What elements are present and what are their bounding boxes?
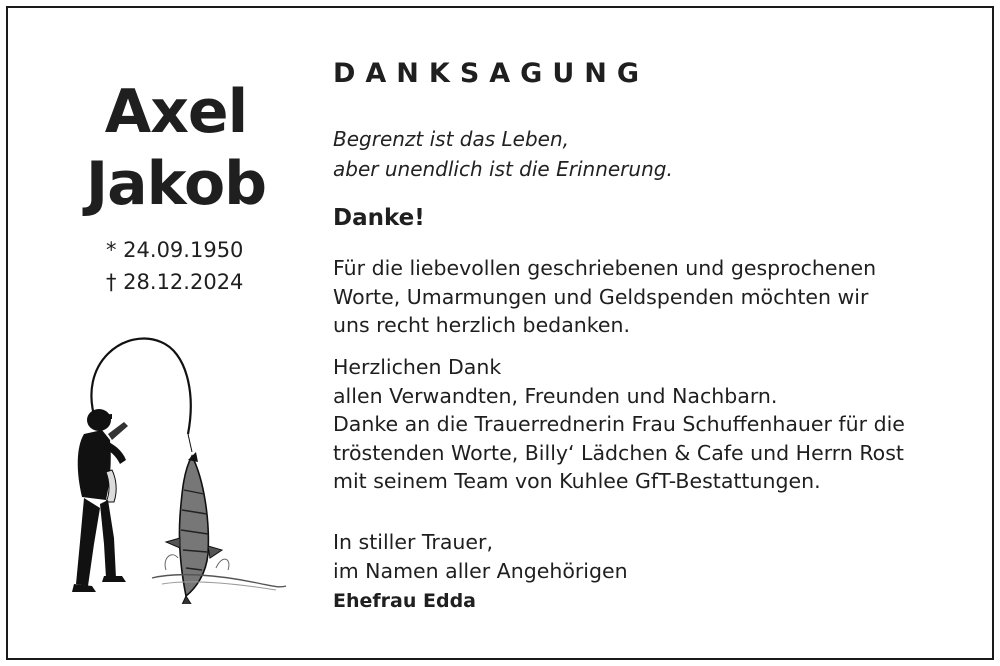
deceased-last-name: Jakob bbox=[85, 149, 267, 219]
notice-heading: DANKSAGUNG bbox=[333, 58, 650, 89]
paragraph-line: Worte, Umarmungen und Geldspenden möchten wir bbox=[333, 284, 869, 309]
quote-line: Begrenzt ist das Leben, bbox=[333, 127, 570, 151]
deceased-first-name: Axel bbox=[104, 77, 248, 147]
paragraph-line: uns recht herzlich bedanken. bbox=[333, 313, 631, 337]
paragraph-line: Danke an die Trauerrednerin Frau Schuffenhauer für die bbox=[333, 412, 905, 436]
closing-paragraph bbox=[333, 528, 628, 585]
quote-line: aber unendlich ist die Erinnerung. bbox=[333, 157, 673, 181]
paragraph-line: Für die liebevollen geschriebenen und gesprochenen bbox=[333, 256, 877, 280]
birth-date: * 24.09.1950 bbox=[106, 238, 244, 262]
paragraph-line: mit seinem Team von Kuhlee GfT-Bestattungen. bbox=[333, 469, 821, 493]
paragraph-line: allen Verwandten, Freunden und Nachbarn. bbox=[333, 383, 778, 408]
thanks-paragraph bbox=[333, 254, 876, 340]
memorial-quote bbox=[333, 124, 673, 184]
paragraph-line: In stiller Trauer, bbox=[333, 530, 493, 554]
thanks-title: Danke! bbox=[333, 205, 425, 231]
acknowledgements-paragraph bbox=[333, 353, 905, 496]
paragraph-line: Herzlichen Dank bbox=[333, 355, 502, 379]
paragraph-line: im Namen aller Angehörigen bbox=[333, 558, 628, 583]
death-date: † 28.12.2024 bbox=[106, 270, 244, 294]
paragraph-line: tröstenden Worte, Billy‘ Lädchen & Cafe und Herrn Rost bbox=[333, 440, 904, 465]
signature-name: Ehefrau Edda bbox=[333, 590, 476, 612]
angler-with-pike-icon bbox=[66, 322, 288, 604]
